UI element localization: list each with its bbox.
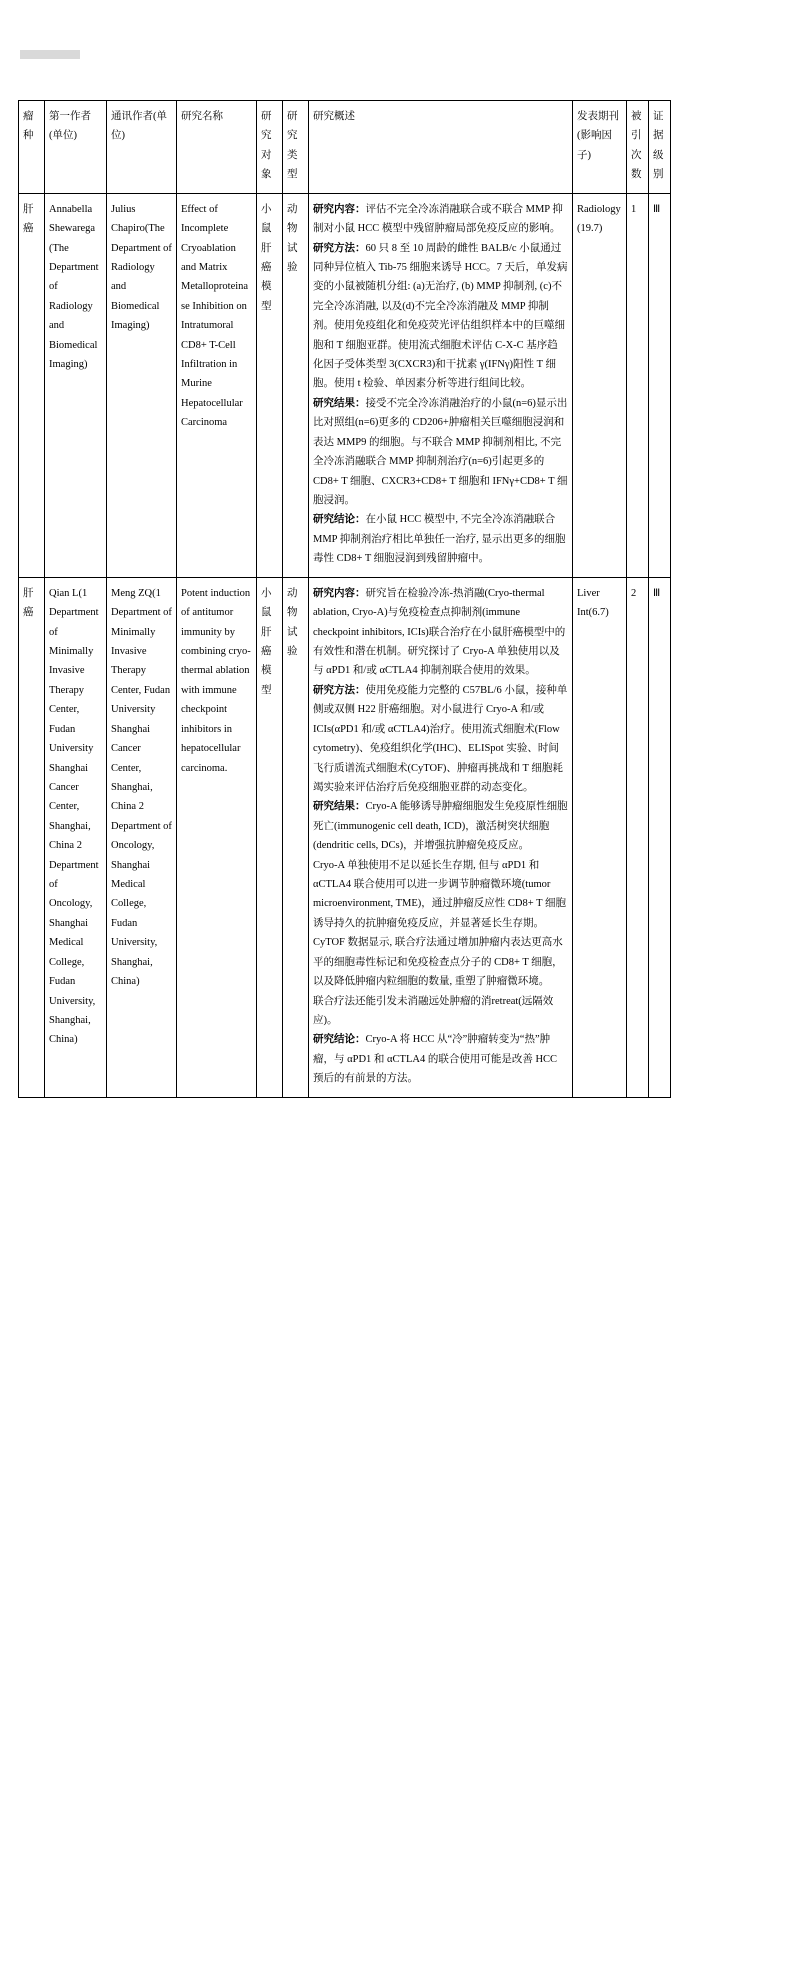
- table-header: [19, 101, 671, 194]
- overview-text: 在小鼠 HCC 模型中, 不完全冷冻消融联合 MMP 抑制剂治疗相比单独任一治疗, 显示出更多的细胞毒性 CD8+ T 细胞浸润到残留肿瘤中。: [313, 514, 566, 565]
- overview-label: 研究结果：: [313, 397, 366, 409]
- table-row: [19, 193, 671, 577]
- overview-label: 研究结论：: [313, 1034, 366, 1046]
- cell-subject: 小鼠肝癌模型: [257, 577, 283, 1097]
- overview-section: [313, 797, 568, 855]
- overview-section: [313, 681, 568, 798]
- cell-first-author: Qian L(1 Department of Minimally Invasive Therapy Center, Fudan University Shanghai Cancer Center, Shanghai, China 2 Department of Oncology, Shanghai Medical College, Fudan University, Shanghai, China): [45, 577, 107, 1097]
- overview-section: [313, 510, 568, 568]
- overview-text: 60 只 8 至 10 周龄的雌性 BALB/c 小鼠通过同种异位植入 Tib-75 细胞来诱导 HCC。7 天后，单发病变的小鼠被随机分组: (a)无治疗, (b) MMP 抑制剂, (c)不完全冷冻消融, 以及(d)不完全冷冻消融及 MMP 抑制剂。使用免疫组化和免疫荧光评估组织样本中的巨噬细胞和 T 细胞亚群。使用流式细胞术评估 C-X-C 基序趋化因子受体类型 3(CXCR3)和干扰素 γ(IFNγ)阳性 T 细胞。使用 t 检验、单因素分析等进行组间比较。: [313, 242, 568, 390]
- cell-study-name: Potent induction of antitumor immunity by combining cryo-thermal ablation with immune checkpoint inhibitors in hepatocellular carcinoma.: [177, 577, 257, 1097]
- cell-overview: [309, 577, 573, 1097]
- overview-text: CyTOF 数据显示, 联合疗法通过增加肿瘤内表达更高水平的细胞毒性标记和免疫检查点分子的 CD8+ T 细胞，以及降低肿瘤内粒细胞的数量, 重塑了肿瘤微环境。: [313, 937, 563, 988]
- overview-label: 研究内容：: [313, 203, 366, 215]
- header-journal: 发表期刊(影响因子): [573, 101, 627, 194]
- overview-section: [313, 394, 568, 511]
- overview-label: 研究结论：: [313, 514, 366, 526]
- cell-tumor-type: 肝癌: [19, 577, 45, 1097]
- header-corresponding-author: 通讯作者(单位): [107, 101, 177, 194]
- header-tumor-type: 瘤种: [19, 101, 45, 194]
- cell-study-type: 动物试验: [283, 193, 309, 577]
- cell-subject: 小鼠肝癌模型: [257, 193, 283, 577]
- cell-evidence-level: Ⅲ: [649, 193, 671, 577]
- cell-overview: [309, 193, 573, 577]
- cell-first-author: Annabella Shewarega (The Department of Radiology and Biomedical Imaging): [45, 193, 107, 577]
- overview-section: [313, 1030, 568, 1088]
- overview-text: Cryo-A 能够诱导肿瘤细胞发生免疫原性细胞死亡(immunogenic cell death, ICD)，激活树突状细胞(dendritic cells, DCs)，并增强抗肿瘤免疫反应。: [313, 801, 568, 852]
- cell-tumor-type: 肝癌: [19, 193, 45, 577]
- overview-text: Cryo-A 单独使用不足以延长生存期, 但与 αPD1 和 αCTLA4 联合使用可以进一步调节肿瘤微环境(tumor microenvironment, TME)，通过肿瘤反应性 CD8+ T 细胞诱导持久的抗肿瘤免疫反应，并显著延长生存期。: [313, 859, 566, 929]
- research-table-container: [18, 100, 670, 1098]
- overview-section: [313, 200, 568, 239]
- cell-citations: 2: [627, 577, 649, 1097]
- header-study-type: 研究类型: [283, 101, 309, 194]
- table-body: [19, 193, 671, 1097]
- overview-text: Cryo-A 将 HCC 从“冷”肿瘤转变为“热”肿瘤，与 αPD1 和 αCTLA4 的联合使用可能是改善 HCC 预后的有前景的方法。: [313, 1034, 558, 1085]
- overview-text: 使用免疫能力完整的 C57BL/6 小鼠，接种单侧或双侧 H22 肝癌细胞。对小鼠进行 Cryo-A 和/或 ICIs(αPD1 和/或 αCTLA4)治疗。使用流式细胞术(Flow cytometry)、免疫组织化学(IHC)、ELISpot 实验、时间飞行质谱流式细胞术(CyTOF)、肿瘤再挑战和 T 细胞耗竭实验来评估治疗后免疫细胞亚群的动态变化。: [313, 684, 568, 793]
- header-first-author: 第一作者(单位): [45, 101, 107, 194]
- cell-corresponding-author: Meng ZQ(1 Department of Minimally Invasive Therapy Center, Fudan University Shanghai Cancer Center, Shanghai, China 2 Department of Oncology, Shanghai Medical College, Fudan University, Shanghai, China): [107, 577, 177, 1097]
- overview-label: 研究内容：: [313, 587, 366, 599]
- overview-text: 接受不完全冷冻消融治疗的小鼠(n=6)显示出比对照组(n=6)更多的 CD206+肿瘤相关巨噬细胞浸润和表达 MMP9 的细胞。与不联合 MMP 抑制剂相比, 不完全冷冻消融联合 MMP 抑制剂治疗(n=6)引起更多的 CD8+ T 细胞、CXCR3+CD8+ T 细胞和 IFNγ+CD8+ T 细胞浸润。: [313, 397, 568, 507]
- header-citations: 被引次数: [627, 101, 649, 194]
- overview-section: [313, 584, 568, 681]
- overview-section: [313, 239, 568, 394]
- header-subject: 研究对象: [257, 101, 283, 194]
- cell-citations: 1: [627, 193, 649, 577]
- header-evidence-level: 证据级别: [649, 101, 671, 194]
- overview-section: [313, 992, 568, 1031]
- table-row: [19, 577, 671, 1097]
- cell-study-name: Effect of Incomplete Cryoablation and Matrix Metalloproteinase Inhibition on Intratumoral CD8+ T-Cell Infiltration in Murine Hepatocellular Carcinoma: [177, 193, 257, 577]
- cell-evidence-level: Ⅲ: [649, 577, 671, 1097]
- overview-text: 评估不完全冷冻消融联合或不联合 MMP 抑制对小鼠 HCC 模型中残留肿瘤局部免疫反应的影响。: [313, 203, 563, 235]
- research-table: [18, 100, 671, 1098]
- overview-label: 研究结果：: [313, 801, 366, 813]
- cell-journal: Liver Int(6.7): [573, 577, 627, 1097]
- overview-section: [313, 856, 568, 934]
- overview-text: 研究旨在检验冷冻-热消融(Cryo-thermal ablation, Cryo-A)与免疫检查点抑制剂(immune checkpoint inhibitors, ICIs)联合治疗在小鼠肝癌模型中的有效性和潜在机制。研究探讨了 Cryo-A 单独使用以及与 αPD1 和/或 αCTLA4 抑制剂联合使用的效果。: [313, 587, 566, 677]
- cell-study-type: 动物试验: [283, 577, 309, 1097]
- cell-journal: Radiology(19.7): [573, 193, 627, 577]
- overview-label: 研究方法：: [313, 242, 366, 254]
- overview-text: 联合疗法还能引发未消融远处肿瘤的消retreat(远隔效应)。: [313, 995, 554, 1026]
- header-overview: 研究概述: [309, 101, 573, 194]
- overview-label: 研究方法：: [313, 684, 366, 696]
- page-top-marker: [20, 50, 80, 59]
- table-header-row: [19, 101, 671, 194]
- cell-corresponding-author: Julius Chapiro(The Department of Radiology and Biomedical Imaging): [107, 193, 177, 577]
- overview-section: [313, 933, 568, 991]
- header-study-name: 研究名称: [177, 101, 257, 194]
